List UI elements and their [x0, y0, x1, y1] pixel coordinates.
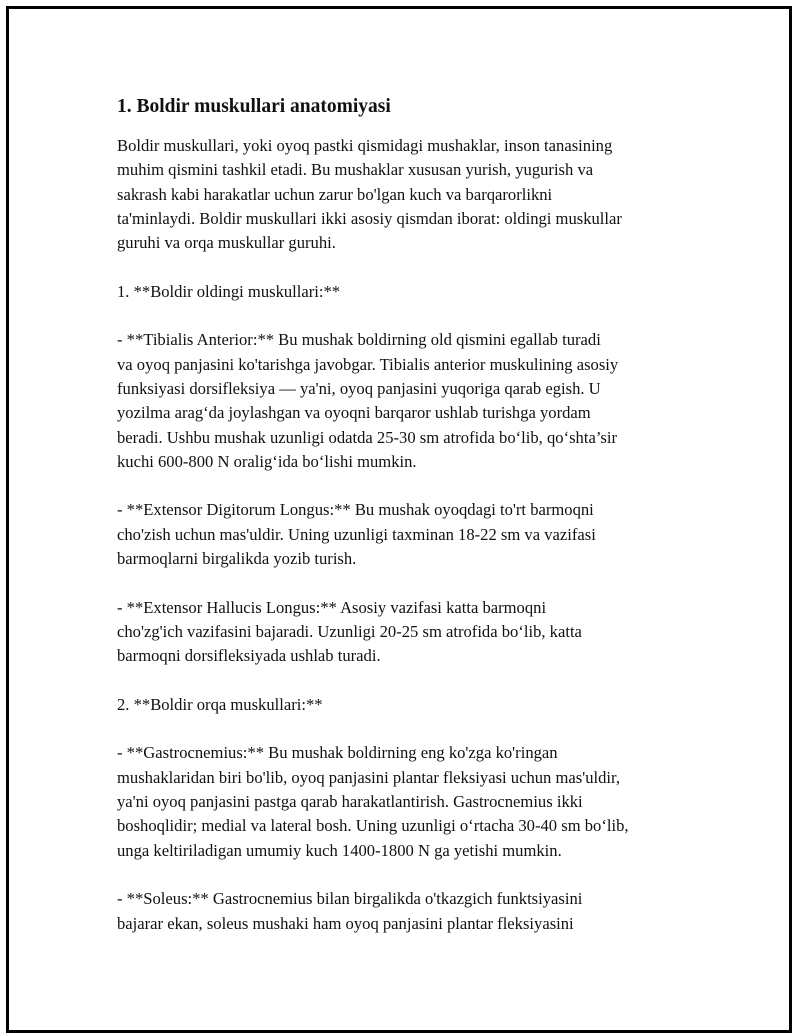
- soleus-paragraph: - **Soleus:** Gastrocnemius bilan birgalikda o'tkazgich funktsiyasini bajarar ekan, soleus mushaki ham oyoq panjasini plantar fleksiyasini: [117, 889, 583, 933]
- intro-paragraph: Boldir muskullari, yoki oyoq pastki qismidagi mushaklar, inson tanasining muhim qismini tashkil etadi. Bu mushaklar xususan yurish, yugurish va sakrash kabi harakatlar uchun zarur bo'lgan kuch va barqarorlikni ta'minlaydi. Boldir muskullari ikki asosiy qismdan iborat: oldingi muskullar guruhi va orqa muskullar guruhi.: [117, 136, 622, 253]
- paragraph-gap: [117, 571, 697, 595]
- paragraph-gap: [117, 474, 697, 498]
- section-heading: 1. Boldir muskullari anatomiyasi: [117, 96, 391, 117]
- posterior-group-heading: 2. **Boldir orqa muskullari:**: [117, 694, 323, 714]
- tibialis-anterior-paragraph: - **Tibialis Anterior:** Bu mushak boldirning old qismini egallab turadi va oyoq panjasini ko'tarishga javobgar. Tibialis anterior muskulining asosiy funksiyasi dorsifleksiya — ya'ni, oyoq panjasini yuqoriga qarab egish. U yozilma arag‘da joylashgan va oyoqni barqaror ushlab turishga yordam beradi. Ushbu mushak uzunligi odatda 25-30 sm atrofida bo‘lib, qo‘shta’sir kuchi 600-800 N oralig‘ida bo‘lishi mumkin.: [117, 330, 619, 471]
- paragraph-gap: [117, 255, 697, 279]
- paragraph-gap: [117, 304, 697, 328]
- extensor-digitorum-paragraph: - **Extensor Digitorum Longus:** Bu mushak oyoqdagi to'rt barmoqni cho'zish uchun mas'uldir. Uning uzunligi taxminan 18-22 sm va vazifasi barmoqlarni birgalikda yozib turish.: [117, 500, 596, 569]
- paragraph-gap: [117, 669, 697, 693]
- extensor-hallucis-paragraph: - **Extensor Hallucis Longus:** Asosiy vazifasi katta barmoqni cho'zg'ich vazifasini bajaradi. Uzunligi 20-25 sm atrofida bo‘lib, katta barmoqni dorsifleksiyada ushlab turadi.: [117, 597, 582, 666]
- paragraph-gap: [117, 863, 697, 887]
- paragraph-gap: [117, 717, 697, 741]
- document-body: [117, 94, 697, 936]
- gastrocnemius-paragraph: - **Gastrocnemius:** Bu mushak boldirning eng ko'zga ko'ringan mushaklaridan biri bo'lib, oyoq panjasini plantar fleksiyasi uchun mas'uldir, ya'ni oyoq panjasini pastga qarab harakatlantirish. Gastrocnemius ikki boshoqlidir; medial va lateral bosh. Uning uzunligi o‘rtacha 30-40 sm bo‘lib, unga keltiriladigan umumiy kuch 1400-1800 N ga yetishi mumkin.: [117, 743, 629, 860]
- anterior-group-heading: 1. **Boldir oldingi muskullari:**: [117, 281, 341, 301]
